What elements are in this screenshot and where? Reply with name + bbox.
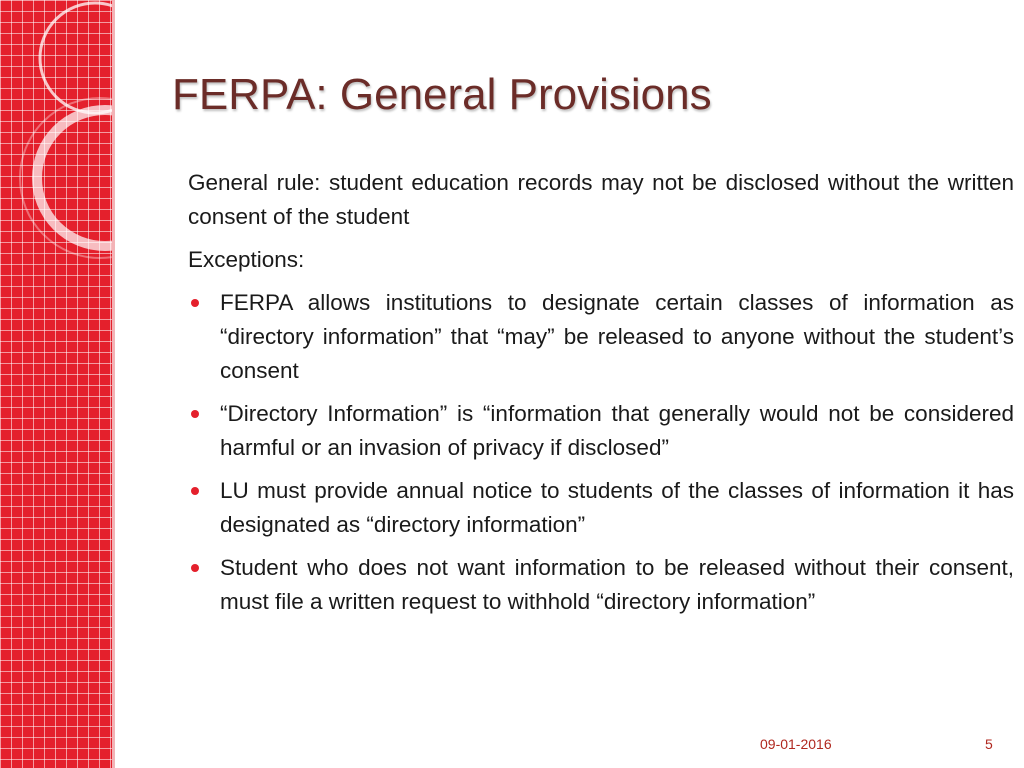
bullet-dot-icon [191, 299, 199, 307]
list-item [188, 397, 1014, 465]
side-band-edge [112, 0, 115, 768]
exceptions-label: Exceptions: [188, 247, 305, 272]
slide-body [188, 166, 1014, 628]
exceptions-list [188, 286, 1014, 619]
decorative-circle-large [37, 110, 112, 246]
list-item [188, 286, 1014, 388]
decorative-side-band [0, 0, 112, 768]
slide-page-number: 5 [985, 736, 993, 752]
bullet-text: “Directory Information” is “information that generally would not be considered harmful or an invasion of privacy if disclosed” [220, 401, 1014, 460]
list-item [188, 551, 1014, 619]
slide-date: 09-01-2016 [760, 736, 832, 752]
bullet-dot-icon [191, 487, 199, 495]
decorative-circles [0, 0, 112, 768]
bullet-text: LU must provide annual notice to students of the classes of information it has designated as “directory information” [220, 478, 1014, 537]
bullet-dot-icon [191, 410, 199, 418]
general-rule-text: General rule: student education records may not be disclosed without the written consent of the student [188, 170, 1014, 229]
decorative-circle-top [40, 3, 112, 113]
bullet-dot-icon [191, 564, 199, 572]
bullet-text: FERPA allows institutions to designate certain classes of information as “directory information” that “may” be released to anyone without the student’s consent [220, 290, 1014, 383]
slide-title: FERPA: General Provisions [172, 70, 712, 119]
bullet-text: Student who does not want information to be released without their consent, must file a written request to withhold “directory information” [220, 555, 1014, 614]
list-item [188, 474, 1014, 542]
